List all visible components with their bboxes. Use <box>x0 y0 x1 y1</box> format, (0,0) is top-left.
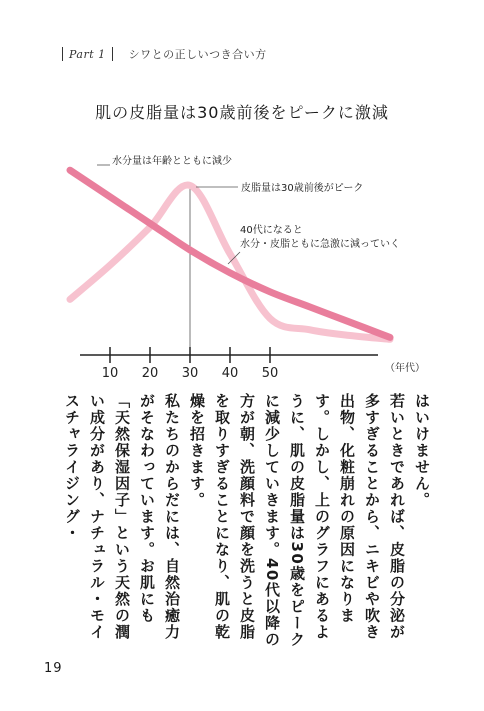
body-paragraph: はいけません。 <box>413 393 431 509</box>
series-lines <box>70 170 390 339</box>
body-paragraph: 若いときであれば、皮脂の分泌が多すぎることから、ニキビや吹き出物、化粧崩れの原因になります。しかし、上のグラフにあるように、肌の皮脂量は30歳をピークに減少していきます。40代以降の方が朝、洗顔料で顔を洗うと皮脂を取りすぎることになり、肌の乾燥を招きます。 <box>188 393 406 648</box>
chart-title: 肌の皮脂量は30歳前後をピークに激減 <box>95 103 389 122</box>
x-tick-labels <box>102 366 279 381</box>
x-tick-label: 20 <box>141 366 159 381</box>
chapter-title: シワとの正しいつき合い方 <box>128 48 267 61</box>
x-tick-label: 10 <box>101 366 119 381</box>
part-label: Part 1 <box>69 47 106 61</box>
peak-annotation: 皮脂量は30歳前後がピーク <box>241 183 364 194</box>
body-paragraph: 私たちのからだには、自然治癒力がそなわっています。お肌にも「天然保湿因子」という天然の潤い成分があり、ナチュラル・モイスチャライジング・ <box>63 393 181 641</box>
after40-annotation-line1: 40代になると <box>240 225 303 236</box>
x-tick-label: 40 <box>221 366 239 381</box>
x-tick-label: 30 <box>181 366 199 381</box>
x-unit-label: （年代） <box>385 363 425 374</box>
x-tick-label: 50 <box>261 366 279 381</box>
after40-annotation-line2: 水分・皮脂ともに急激に減っていく <box>240 239 400 250</box>
page-number: 19 <box>44 661 63 676</box>
body-text <box>62 393 434 653</box>
moisture-label: 水分量は年齢とともに減少 <box>112 156 232 167</box>
